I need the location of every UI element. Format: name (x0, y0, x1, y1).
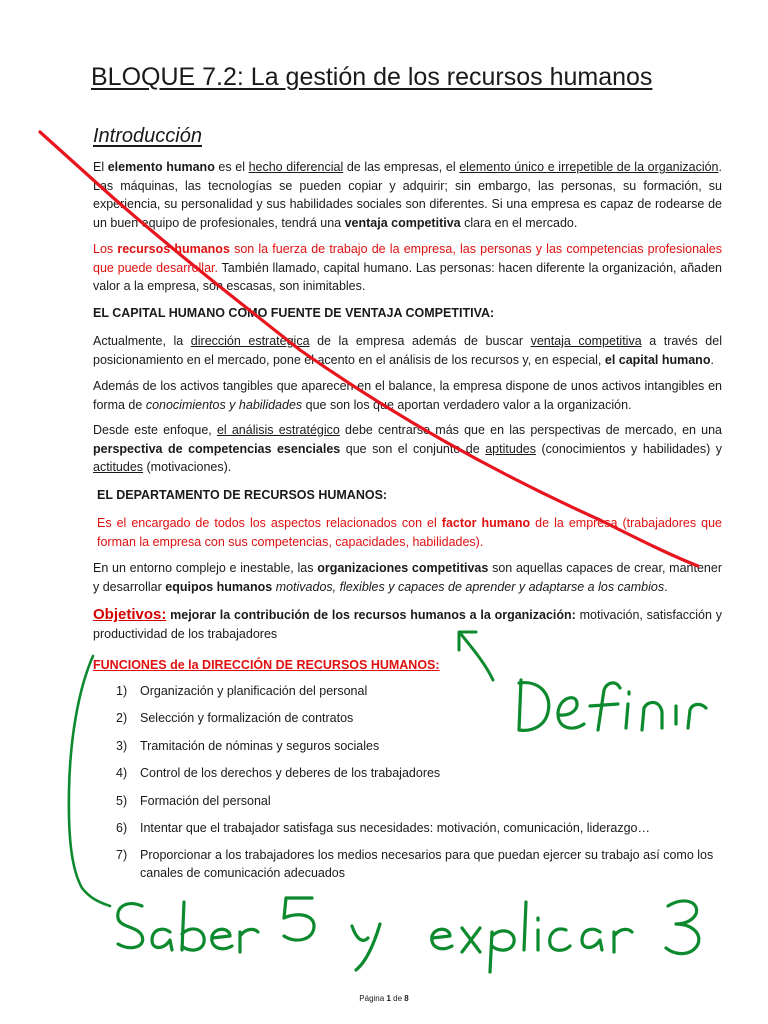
list-item-text: Organización y planificación del personal (140, 684, 368, 698)
dept-paragraph-1 (97, 514, 722, 551)
list-number: 2) (116, 711, 128, 726)
footer-text: de (390, 994, 405, 1003)
text-run: a través del posicionamiento en el mercado, pone el acento en el análisis de los recursos y, en especial, (93, 334, 722, 367)
underlined-term: dirección estratégica (190, 334, 310, 348)
text-run: (conocimientos y habilidades) y (535, 441, 722, 456)
section-heading-departamento: EL DEPARTAMENTO DE RECURSOS HUMANOS: (97, 488, 388, 502)
red-text-run: Es el encargado de todos los aspectos relacionados con el (97, 516, 442, 530)
list-item (93, 792, 722, 810)
text-run: que son los que aportan verdadero valor a la organización. (302, 397, 632, 412)
list-item-text: Selección y formalización de contratos (140, 711, 354, 726)
capital-paragraph-3 (93, 421, 722, 477)
bold-term: mejorar la contribución de los recursos humanos a la organización: (166, 608, 576, 622)
text-run: También llamado, capital humano. Las personas: hacen diferente la organización, añaden valor a la empresa, son escasas, son inimitables. (93, 260, 722, 293)
text-run: . (710, 352, 714, 367)
list-item-text: Formación del personal (140, 793, 271, 808)
text-run: En un entorno complejo e inestable, las (93, 561, 318, 575)
page-footer (0, 994, 768, 1004)
text-run: de las empresas, el (343, 160, 460, 174)
text-run: Actualmente, la (93, 334, 191, 348)
text-run: . Las máquinas, las tecnologías se pueden copiar y adquirir; sin embargo, las personas, su formación, su experiencia, su personalidad y sus habilidades sociales son diferentes. Si una empresa es capaz de rodearse de un buen equipo de profesionales, tendrá una (93, 160, 722, 230)
bold-term: ventaja competitiva (344, 215, 461, 230)
red-text-run: son la fuerza de trabajo de la empresa, las personas y las competencias profesionales que puede desarrollar. (93, 242, 722, 275)
text-run: es el (214, 160, 249, 174)
list-number: 5) (116, 793, 128, 808)
list-number: 3) (116, 738, 128, 753)
text-run: clara en el mercado. (460, 215, 578, 230)
red-bold-term: recursos humanos (117, 242, 230, 256)
objectives-paragraph (93, 606, 722, 643)
objectives-label: Objetivos: (93, 606, 167, 623)
list-item (93, 819, 722, 837)
list-item-text: Proporcionar a los trabajadores los medios necesarios para que puedan ejercer su trabajo así como los canales de comunicación adecuados (140, 848, 714, 881)
red-text-run: de la empresa (trabajadores que forman la empresa con sus competencias, capacidades, habilidades). (97, 516, 722, 549)
list-item (93, 737, 722, 755)
text-run: debe centrarse más que en las perspectivas de mercado, en una (339, 423, 722, 437)
functions-heading: FUNCIONES de la DIRECCIÓN DE RECURSOS HUMANOS: (93, 658, 440, 672)
list-item (93, 846, 722, 882)
text-run: son aquellas capaces de crear, mantener y desarrollar (93, 561, 722, 594)
bold-term: equipos humanos (165, 579, 273, 594)
text-run: El (93, 160, 108, 174)
underlined-term: hecho diferencial (248, 160, 344, 174)
text-run: Desde este enfoque, (93, 423, 217, 437)
section-heading-introduccion: Introducción (93, 125, 202, 147)
text-run: de la empresa además de buscar (309, 334, 531, 348)
list-item (93, 682, 722, 700)
text-run: (motivaciones). (143, 460, 232, 474)
list-item (93, 764, 722, 782)
text-run: que son el conjunto de (340, 441, 486, 456)
functions-list (93, 682, 722, 892)
bold-term: el capital humano (604, 352, 711, 367)
italic-term: motivados, flexibles y capaces de aprender y adaptarse a los cambios (275, 579, 665, 594)
list-item-text: Tramitación de nóminas y seguros sociales (140, 738, 380, 753)
underlined-term: aptitudes (485, 441, 536, 456)
footer-page-number: 1 (386, 994, 391, 1003)
underlined-term: actitudes (93, 460, 144, 474)
list-number: 7) (116, 848, 128, 863)
capital-paragraph-1 (93, 332, 722, 369)
list-number: 6) (116, 820, 128, 835)
bold-term: organizaciones competitivas (317, 561, 489, 575)
list-item-text: Intentar que el trabajador satisfaga sus necesidades: motivación, comunicación, liderazgo… (140, 820, 651, 835)
page-title: BLOQUE 7.2: La gestión de los recursos humanos (91, 63, 653, 91)
italic-term: conocimientos y habilidades (145, 397, 303, 412)
list-number: 1) (116, 684, 128, 698)
underlined-term: elemento único e irrepetible de la organización (459, 160, 719, 174)
intro-paragraph-1 (93, 158, 722, 232)
capital-paragraph-2 (93, 377, 722, 414)
intro-paragraph-2 (93, 240, 722, 296)
underlined-term: el análisis estratégico (216, 423, 340, 437)
bold-term: elemento humano (107, 160, 215, 174)
section-heading-capital-humano: EL CAPITAL HUMANO COMO FUENTE DE VENTAJA COMPETITIVA: (93, 306, 495, 320)
list-item-text: Control de los derechos y deberes de los trabajadores (140, 766, 441, 781)
underlined-term: ventaja competitiva (530, 334, 642, 348)
red-bold-term: factor humano (441, 516, 531, 530)
text-run: . (664, 579, 668, 594)
red-text-run: Los (93, 242, 118, 256)
bold-term: perspectiva de competencias esenciales (93, 441, 341, 456)
list-number: 4) (116, 766, 128, 781)
footer-text: Página (359, 994, 387, 1003)
list-item (93, 709, 722, 727)
text-run: motivación, satisfacción y productividad de los trabajadores (93, 608, 722, 641)
text-run: Además de los activos tangibles que aparecen en el balance, la empresa dispone de unos activos intangibles en forma de (93, 379, 722, 412)
footer-page-total: 8 (404, 994, 409, 1003)
handwriting-saber-5-y-explicar-3 (118, 898, 699, 972)
dept-paragraph-2 (93, 559, 722, 596)
